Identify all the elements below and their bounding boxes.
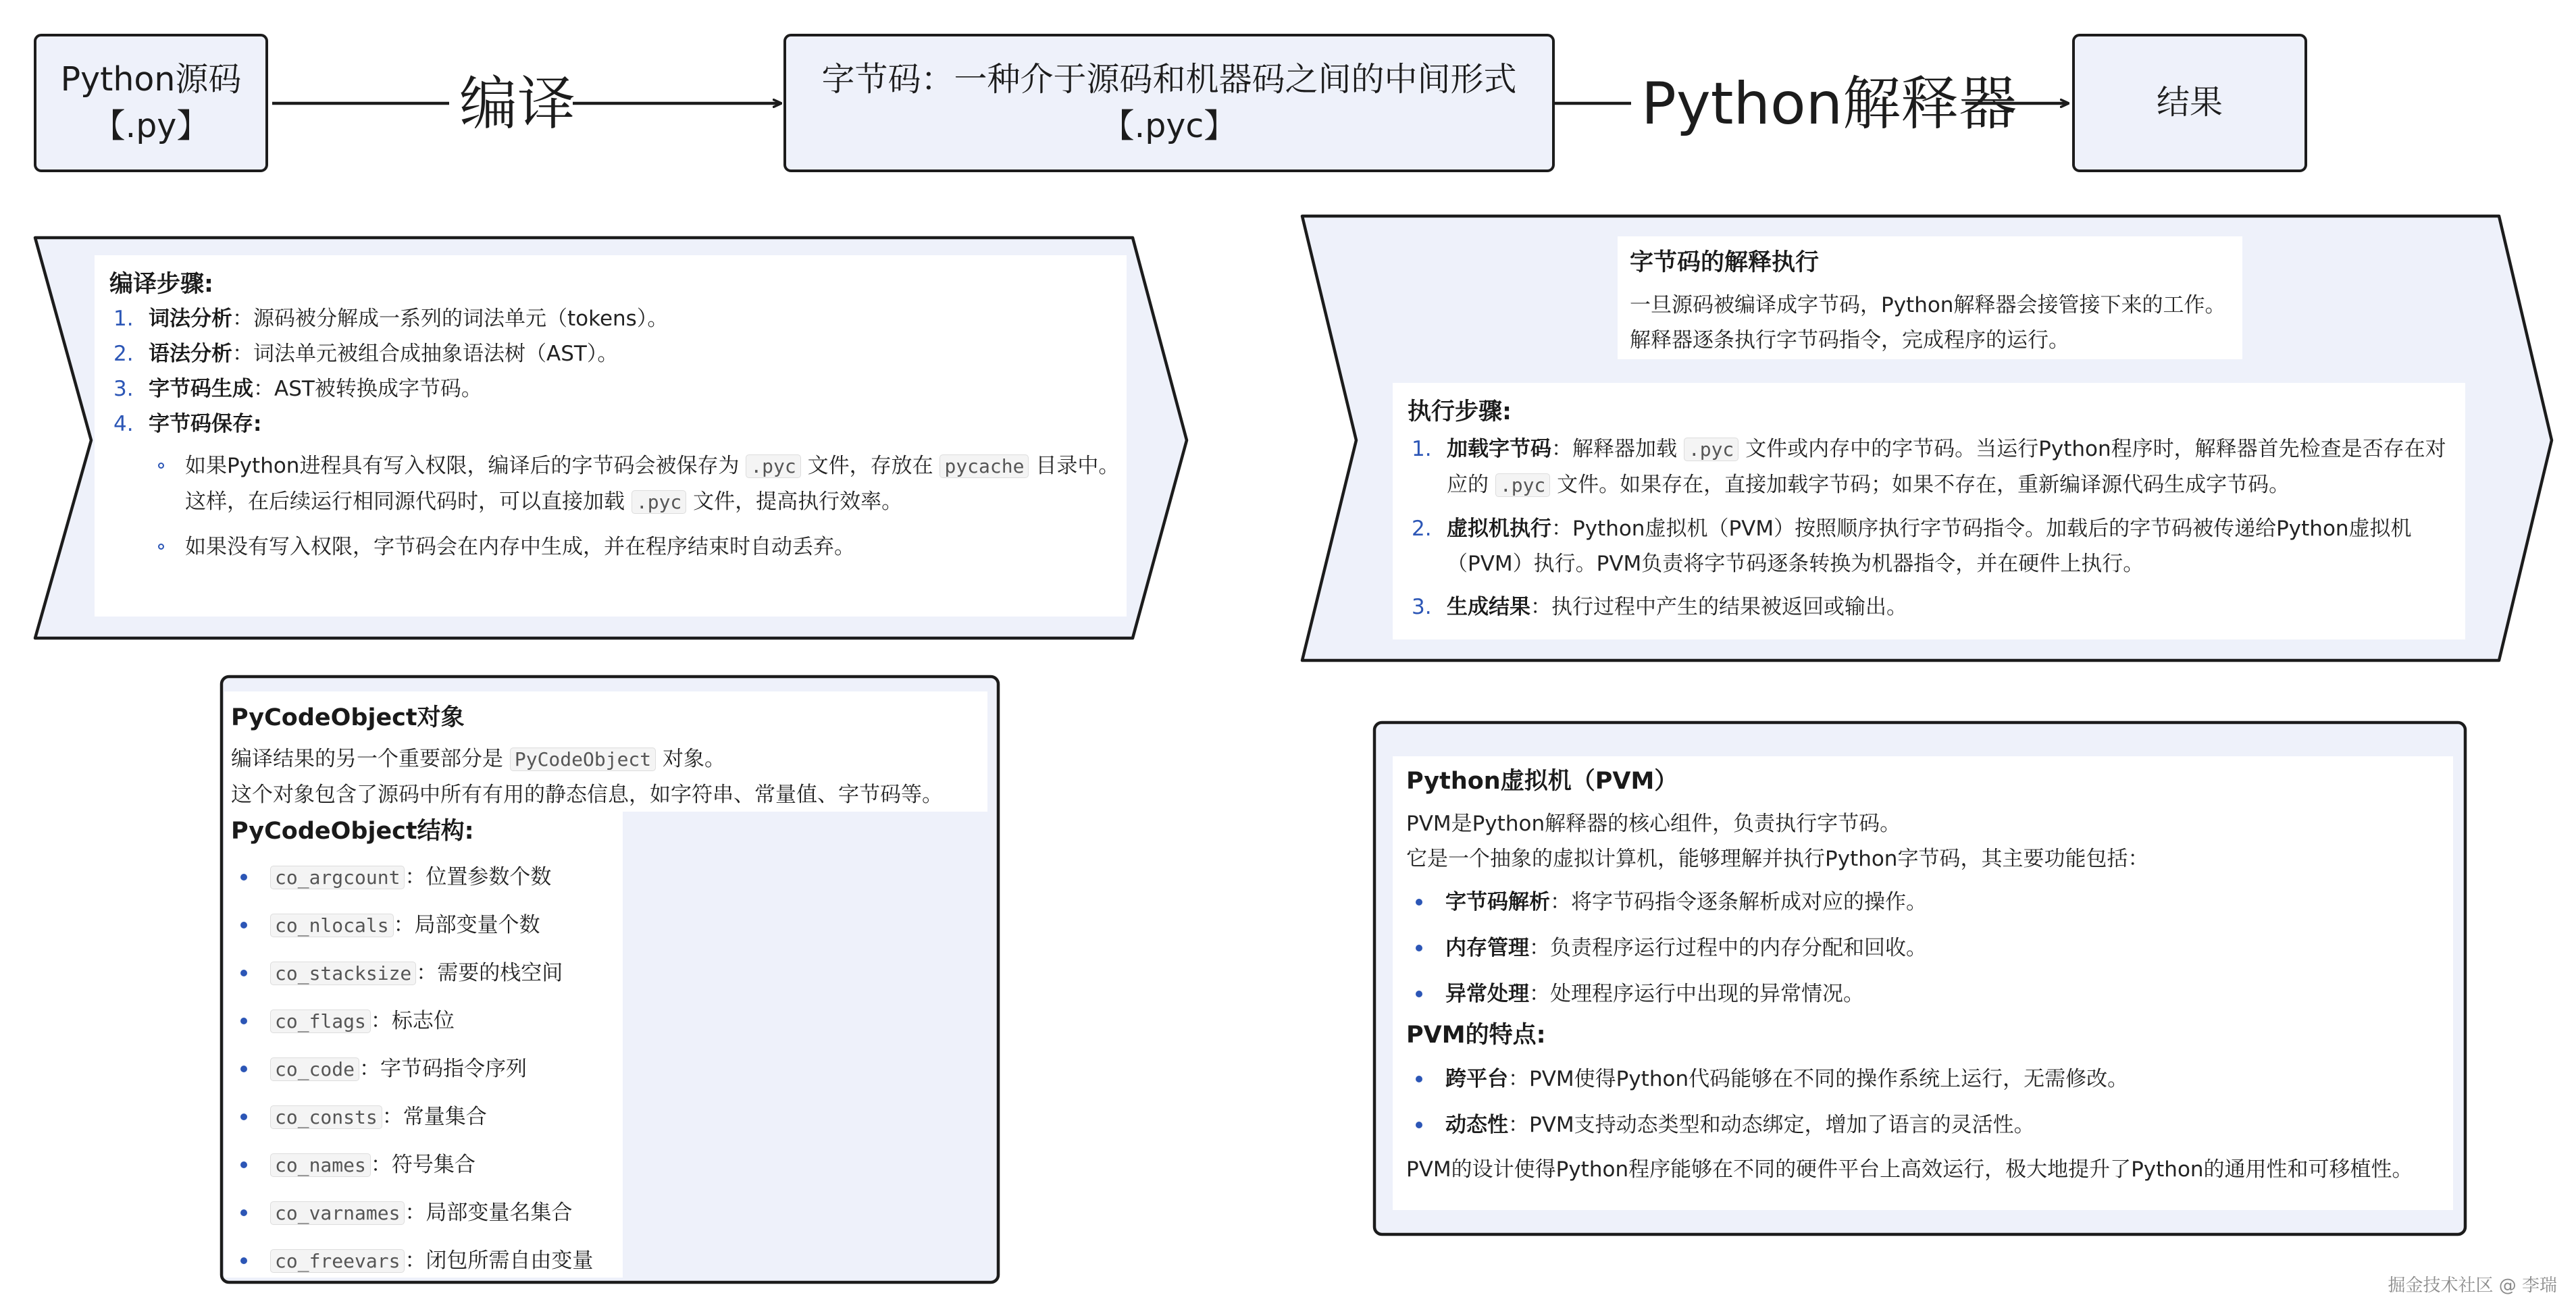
step-text: ：执行过程中产生的结果被返回或输出。 [1530, 595, 1907, 619]
bullet-icon [240, 1209, 247, 1216]
inline-code: .pyc [1684, 438, 1738, 461]
compile-steps-title: 编译步骤: [109, 271, 213, 298]
interpreter-label: Python解释器 [1641, 70, 2017, 138]
feature-term: 跨平台 [1445, 1067, 1508, 1091]
compile-label: 编译 [459, 70, 575, 138]
field-desc: ：位置参数个数 [405, 865, 552, 889]
bytecode-node [783, 34, 1555, 172]
compile-steps-panel [95, 255, 1127, 617]
execution-steps-list [1408, 431, 2450, 625]
pycodeobject-panel [224, 691, 987, 812]
feature-term: 动态性 [1445, 1113, 1508, 1137]
step-number: 1. [1412, 437, 1432, 461]
field-code: co_argcount [270, 866, 405, 889]
pycodeobject-field-list [231, 854, 616, 1285]
field-desc: ：局部变量个数 [393, 913, 540, 937]
step-term: 生成结果 [1447, 595, 1530, 619]
text-span: 对象。 [663, 747, 726, 771]
substep-without-permission [109, 529, 1112, 565]
bullet-icon [240, 1114, 247, 1120]
field-code: co_varnames [270, 1201, 405, 1225]
inline-code: .pyc [1495, 473, 1550, 497]
step-number: 3. [113, 377, 134, 401]
field-desc: ：需要的栈空间 [416, 961, 563, 985]
execution-step-3 [1408, 590, 2450, 625]
inline-code: .pyc [746, 454, 800, 478]
pvm-function-item [1406, 925, 2440, 971]
step-term: 字节码保存 [149, 412, 253, 436]
function-text: ：负责程序运行过程中的内存分配和回收。 [1529, 936, 1927, 960]
step-term: 加载字节码 [1447, 437, 1551, 461]
source-node-line2: 【.py】 [92, 106, 210, 145]
bullet-icon [240, 1066, 247, 1072]
step-number: 3. [1412, 595, 1432, 619]
execution-steps-panel [1393, 383, 2465, 639]
pvm-feature-item [1406, 1102, 2440, 1148]
step-text: 文件或内存中的字节码。当运行Python程序时，解释器首先检查是否存在对应的 [1447, 437, 2446, 497]
field-code: co_names [270, 1153, 371, 1177]
substep-with-permission [109, 448, 1120, 520]
result-node-text: 结果 [2156, 83, 2223, 122]
bullet-icon [240, 1161, 247, 1168]
step-number: 2. [113, 342, 134, 366]
field-desc: ：局部变量名集合 [405, 1201, 573, 1225]
feature-text: ：PVM支持动态类型和动态绑定，增加了语言的灵活性。 [1508, 1113, 2035, 1137]
bullet-icon [1416, 899, 1422, 906]
source-node-line1: Python源码 [60, 59, 242, 99]
function-text: ：将字节码指令逐条解析成对应的操作。 [1550, 890, 1927, 914]
step-term: 字节码生成 [149, 377, 253, 401]
step-text: ：AST被转换成字节码。 [253, 377, 482, 401]
watermark: 掘金技术社区 @ 李瑞 [2388, 1276, 2557, 1296]
pvm-footer: PVM的设计使得Python程序能够在不同的硬件平台上高效运行，极大地提升了Python的通用性和可移植性。 [1406, 1157, 2413, 1182]
interpretation-line-2: 解释器逐条执行字节码指令，完成程序的运行。 [1630, 328, 2069, 352]
pvm-function-item [1406, 971, 2440, 1017]
field-desc: ：字节码指令序列 [359, 1057, 527, 1081]
inline-code: PyCodeObject [510, 748, 656, 771]
bytecode-node-line1: 字节码：一种介于源码和机器码之间的中间形式 [821, 59, 1517, 99]
substep-text: 如果没有写入权限，字节码会在内存中生成，并在程序结束时自动丢弃。 [185, 535, 855, 559]
field-item [231, 997, 616, 1045]
step-text: ：解释器加载 [1551, 437, 1677, 461]
bullet-icon [1416, 1122, 1422, 1128]
pycodeobject-title: PyCodeObject对象 [231, 704, 465, 731]
compile-steps-list [109, 301, 1112, 442]
inline-code: .pyc [632, 490, 686, 514]
compile-step-4 [109, 407, 1112, 442]
function-term: 异常处理 [1445, 982, 1529, 1006]
step-text: ：词法单元被组合成抽象语法树（AST）。 [232, 342, 619, 366]
pvm-function-list [1406, 879, 2440, 1017]
step-number: 2. [1412, 517, 1432, 541]
pvm-line-2: 它是一个抽象的虚拟计算机，能够理解并执行Python字节码，其主要功能包括： [1406, 847, 2149, 871]
bullet-icon [240, 874, 247, 881]
step-term: 语法分析 [149, 342, 232, 366]
pvm-line-1: PVM是Python解释器的核心组件，负责执行字节码。 [1406, 812, 1901, 836]
text-span: 编译结果的另一个重要部分是 [231, 747, 503, 771]
execution-step-1 [1408, 431, 2450, 503]
result-node [2072, 34, 2307, 172]
field-item [231, 1189, 616, 1237]
pvm-function-item [1406, 879, 2440, 925]
circle-bullet-icon [158, 463, 164, 469]
compile-substeps [109, 448, 1120, 565]
bullet-icon [1416, 945, 1422, 951]
pycodeobject-line-2: 这个对象包含了源码中所有有用的静态信息，如字符串、常量值、字节码等。 [231, 783, 943, 807]
pvm-features-title: PVM的特点: [1406, 1022, 1546, 1049]
pvm-feature-list [1406, 1056, 2440, 1148]
circle-bullet-icon [158, 544, 164, 550]
field-code: co_consts [270, 1105, 382, 1129]
inline-code: pycache [939, 454, 1029, 478]
field-item [231, 854, 616, 901]
field-desc: ：符号集合 [370, 1153, 475, 1177]
field-item [231, 1237, 616, 1285]
function-text: ：处理程序运行中出现的异常情况。 [1529, 982, 1864, 1006]
field-code: co_freevars [270, 1249, 405, 1273]
feature-text: ：PVM使得Python代码能够在不同的操作系统上运行，无需修改。 [1508, 1067, 2129, 1091]
pycodeobject-structure-title: PyCodeObject结构: [231, 818, 474, 845]
step-text: 文件。如果存在，直接加载字节码；如果不存在，重新编译源代码生成字节码。 [1557, 473, 2290, 497]
pvm-title: Python虚拟机（PVM） [1406, 768, 1678, 795]
pycodeobject-line-1 [231, 741, 981, 777]
field-desc: ：常量集合 [382, 1105, 487, 1129]
step-term: 虚拟机执行 [1447, 517, 1551, 541]
substep-text: 目录中。 [1035, 454, 1120, 478]
function-term: 内存管理 [1445, 936, 1529, 960]
source-node [34, 34, 268, 172]
field-code: co_code [270, 1057, 359, 1081]
field-item [231, 901, 616, 949]
step-number: 4. [113, 412, 134, 436]
field-item [231, 949, 616, 997]
field-code: co_flags [270, 1010, 371, 1033]
bullet-icon [240, 1018, 247, 1024]
step-text: ：源码被分解成一系列的词法单元（tokens）。 [232, 307, 669, 331]
execution-steps-title: 执行步骤: [1408, 398, 1512, 425]
interpretation-title: 字节码的解释执行 [1630, 249, 1820, 276]
compile-step-2 [109, 336, 1112, 371]
interpretation-panel [1618, 236, 2242, 359]
step-number: 1. [113, 307, 134, 331]
substep-text: 如果Python进程具有写入权限，编译后的字节码会被保存为 [185, 454, 740, 478]
bullet-icon [240, 970, 247, 976]
pvm-feature-item [1406, 1056, 2440, 1102]
compile-step-1 [109, 301, 1112, 336]
field-desc: ：闭包所需自由变量 [405, 1249, 594, 1273]
bullet-icon [1416, 991, 1422, 997]
pycodeobject-structure-panel [224, 812, 623, 1278]
substep-text: 这样，在后续运行相同源代码时，可以直接加载 [185, 490, 625, 514]
execution-step-2 [1408, 511, 2450, 581]
field-item [231, 1093, 616, 1141]
pvm-panel [1393, 756, 2453, 1210]
field-code: co_nlocals [270, 914, 394, 937]
bullet-icon [1416, 1076, 1422, 1082]
substep-text: 文件，提高执行效率。 [693, 490, 903, 514]
bullet-icon [240, 922, 247, 928]
bytecode-node-line2: 【.pyc】 [1101, 106, 1237, 145]
field-desc: ：标志位 [370, 1009, 455, 1033]
field-code: co_stacksize [270, 962, 416, 985]
field-item [231, 1141, 616, 1189]
step-text: : [253, 412, 262, 436]
compile-step-3 [109, 371, 1112, 407]
step-text: ：Python虚拟机（PVM）按照顺序执行字节码指令。加载后的字节码被传递给Python虚拟机（PVM）执行。PVM负责将字节码逐条转换为机器指令，并在硬件上执行。 [1447, 517, 2412, 576]
function-term: 字节码解析 [1445, 890, 1550, 914]
substep-text: 文件，存放在 [807, 454, 933, 478]
bullet-icon [240, 1257, 247, 1264]
interpretation-line-1: 一旦源码被编译成字节码，Python解释器会接管接下来的工作。 [1630, 293, 2226, 317]
step-term: 词法分析 [149, 307, 232, 331]
field-item [231, 1045, 616, 1093]
